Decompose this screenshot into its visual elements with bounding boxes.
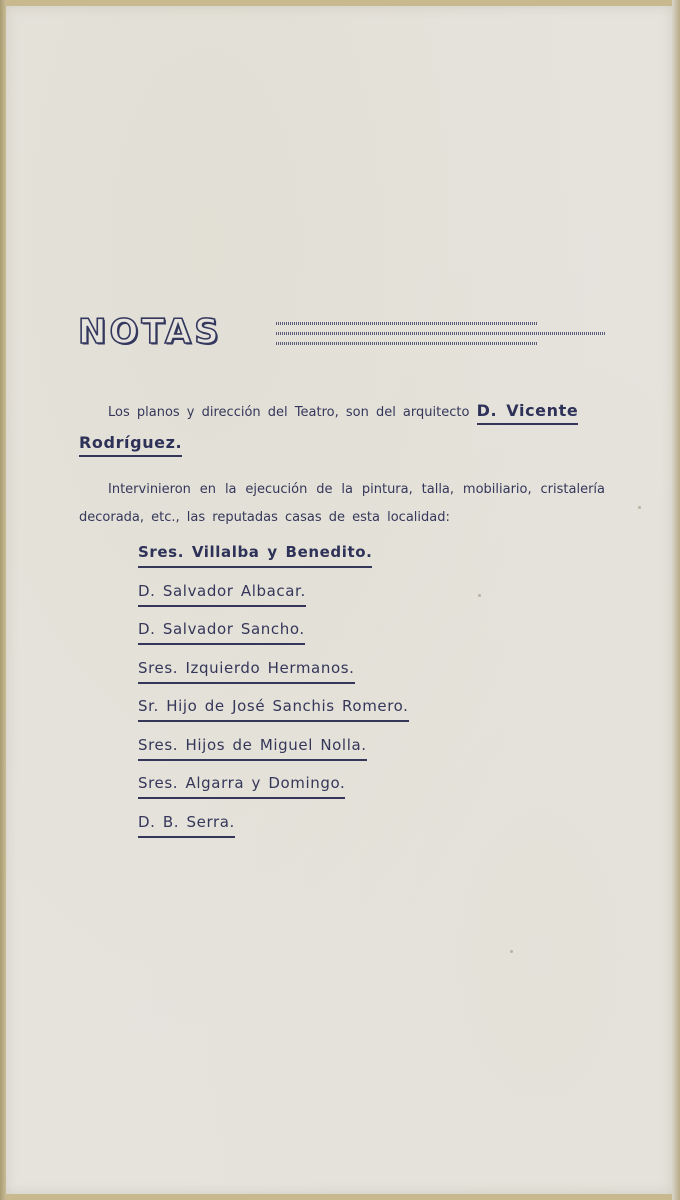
paper-speck: [638, 506, 641, 509]
page-edge: [672, 0, 680, 1200]
architect-text: Los planos y dirección del Teatro, son del arquitecto: [108, 405, 470, 420]
architect-paragraph: [79, 396, 605, 460]
firm-name: Sr. Hijo de José Sanchis Romero.: [138, 695, 409, 722]
firm-name: Sres. Villalba y Benedito.: [138, 541, 372, 568]
architect-name-first: D. Vicente: [477, 401, 579, 425]
list-item: [138, 580, 558, 619]
contributors-text: Intervinieron en la ejecución de la pintura, talla, mobiliario, cristalería decorada, etc., las reputadas casas de esta localidad:: [79, 482, 605, 525]
decorative-rule: [276, 322, 538, 325]
paper-speck: [510, 950, 513, 953]
list-item: [138, 734, 558, 773]
list-item: [138, 618, 558, 657]
list-item: [138, 657, 558, 696]
notes-title: NOTAS: [78, 312, 222, 352]
decorative-rule: [276, 342, 538, 345]
list-item: [138, 811, 558, 850]
firm-name: D. Salvador Albacar.: [138, 580, 306, 607]
contributors-paragraph: [79, 476, 605, 532]
firm-name: Sres. Algarra y Domingo.: [138, 772, 345, 799]
list-item: [138, 541, 558, 580]
firm-list: [138, 541, 558, 849]
architect-name-second: Rodríguez.: [79, 433, 182, 457]
firm-name: Sres. Hijos de Miguel Nolla.: [138, 734, 367, 761]
firm-name: D. B. Serra.: [138, 811, 235, 838]
list-item: [138, 695, 558, 734]
firm-name: D. Salvador Sancho.: [138, 618, 305, 645]
decorative-rule: [276, 332, 605, 335]
notes-header: [78, 312, 608, 360]
list-item: [138, 772, 558, 811]
firm-name: Sres. Izquierdo Hermanos.: [138, 657, 355, 684]
